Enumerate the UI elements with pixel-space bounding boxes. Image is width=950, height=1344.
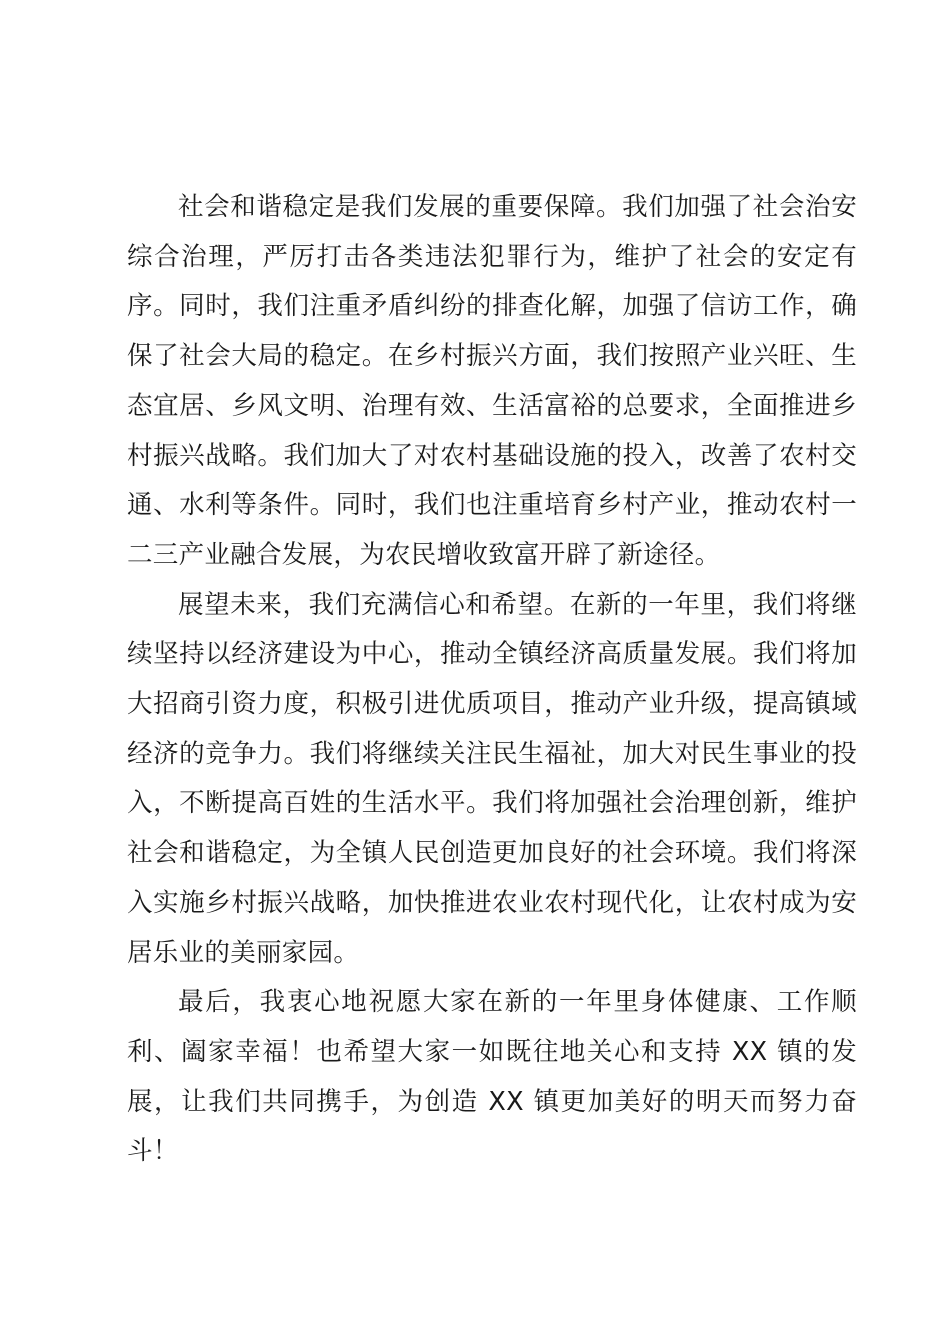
paragraph-social-stability: 社会和谐稳定是我们发展的重要保障。我们加强了社会治安综合治理，严厉打击各类违法犯罪行为，维护了社会的安定有序。同时，我们注重矛盾纠纷的排查化解，加强了信访工作，确保了社会大局的稳定。在乡村振兴方面，我们按照产业兴旺、生态宜居、乡风文明、治理有效、生活富裕的总要求，全面推进乡村振兴战略。我们加大了对农村基础设施的投入，改善了农村交通、水利等条件。同时，我们也注重培育乡村产业，推动农村一二三产业融合发展，为农民增收致富开辟了新途径。 [127, 192, 857, 570]
paragraph-closing-wishes: 最后，我衷心地祝愿大家在新的一年里身体健康、工作顺利、阖家幸福！也希望大家一如既往地关心和支持 XX 镇的发展，让我们共同携手，为创造 XX 镇更加美好的明天而努力奋斗！ [127, 987, 857, 1167]
paragraph-future-outlook: 展望未来，我们充满信心和希望。在新的一年里，我们将继续坚持以经济建设为中心，推动全镇经济高质量发展。我们将加大招商引资力度，积极引进优质项目，推动产业升级，提高镇域经济的竞争力。我们将继续关注民生福祉，加大对民生事业的投入，不断提高百姓的生活水平。我们将加强社会治理创新，维护社会和谐稳定，为全镇人民创造更加良好的社会环境。我们将深入实施乡村振兴战略，加快推进农业农村现代化，让农村成为安居乐业的美丽家园。 [127, 589, 857, 968]
document-body [127, 183, 857, 1177]
